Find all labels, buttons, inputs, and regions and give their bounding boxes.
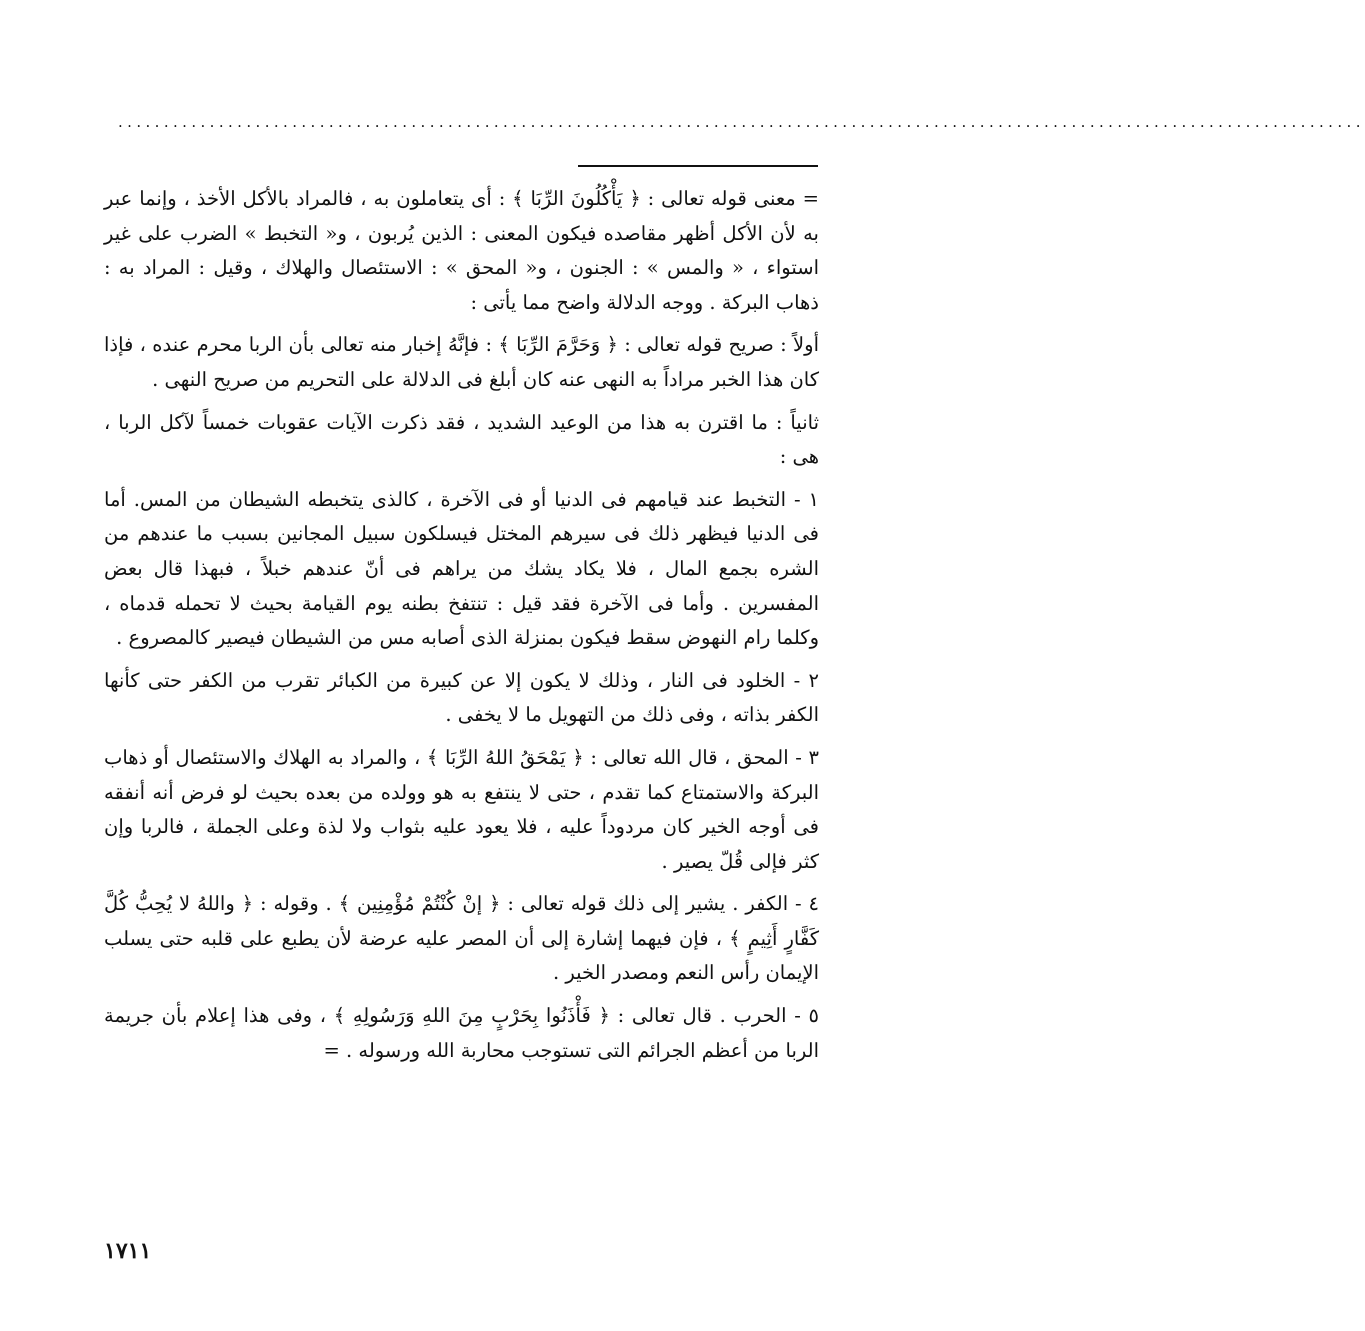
paragraph-definitions: = معنى قوله تعالى : ﴿ يَأْكُلُونَ الرِّبَا ﴾ : أى يتعاملون به ، فالمراد بالأكل الأخذ ، وإنما عبر به لأن الأكل أظهر مقاصده فيكون المعنى : الذين يُربون ، و« التخبط » الضرب على غير استواء ، « والمس » : الجنون ، و« المحق » : الاستئصال والهلاك ، وقيل : المراد به : ذهاب البركة . ووجه الدلالة واضح مما يأتى : (104, 187, 819, 314)
paragraph-item-4: ٤ - الكفر . يشير إلى ذلك قوله تعالى : ﴿ إنْ كُنْتُمْ مُؤْمِنِين ﴾ . وقوله : ﴿ واللهُ لا يُحِبُّ كُلَّ كَفَّارٍ أَثِيمٍ ﴾ ، فإن فيهما إشارة إلى أن المصر عليه عرضة لأن يطبع على قلبه حتى يسلب الإيمان رأس النعم ومصدر الخير . (104, 892, 819, 985)
page-number: ١٧١١ (104, 1238, 152, 1264)
paragraph-first-point: أولاً : صريح قوله تعالى : ﴿ وَحَرَّمَ الرِّبَا ﴾ : فإنَّهُ إخبار منه تعالى بأن الربا محرم عنده ، فإذا كان هذا الخبر مراداً به النهى عنه كان أبلغ فى الدلالة على التحريم من صريح النهى . (104, 333, 819, 391)
footnote-rule (578, 165, 818, 167)
footnote-body (104, 182, 819, 1076)
continuation-mark: = (323, 1038, 340, 1062)
paragraph-item-3: ٣ - المحق ، قال الله تعالى : ﴿ يَمْحَقُ اللهُ الرِّبَا ﴾ ، والمراد به الهلاك والاستئصال أو ذهاب البركة والاستمتاع كما تقدم ، حتى لا ينتفع به هو وولده من بعده بحيث لو فرض أنه أنفقه فى أوجه الخير كان مردوداً عليه ، فلا يعود عليه بثواب ولا لذة وعلى الجملة ، فالربا وإن كثر فإلى قُلّ يصير . (104, 745, 819, 873)
paragraph-item-2: ٢ - الخلود فى النار ، وذلك لا يكون إلا عن كبيرة من الكبائر تقرب من الكفر حتى كأنها الكفر بذاته ، وفى ذلك من التهويل ما لا يخفى . (104, 668, 819, 727)
paragraph-item-5-text: ٥ - الحرب . قال تعالى : ﴿ فَأْذَنُوا بِحَرْبٍ مِنَ اللهِ وَرَسُولِهِ ﴾ ، وفى هذا إعلام بأن جريمة الربا من أعظم الجرائم التى تستوجب محاربة الله ورسوله . (104, 1004, 819, 1062)
dot-leader-separator: ........................................................................................................................................ (118, 113, 1365, 131)
paragraph-item-1: ١ - التخبط عند قيامهم فى الدنيا أو فى الآخرة ، كالذى يتخبطه الشيطان من المس. أما فى الدنيا فيظهر ذلك فى سيرهم المختل فيسلكون سبيل المجانين بسبب ما عندهم من الشره بجمع المال ، فلا يكاد يشك من يراهم فى أنّ عندهم خبلاً ، فبهذا قال بعض المفسرين . وأما فى الآخرة فقد قيل : تنتفخ بطنه يوم القيامة بحيث لا تحمله قدماه ، وكلما رام النهوض سقط فيكون بمنزلة الذى أصابه مس من الشيطان فيصير كالمصروع . (104, 487, 819, 650)
paragraph-second-point: ثانياً : ما اقترن به هذا من الوعيد الشديد ، فقد ذكرت الآيات عقوبات خمساً لآكل الربا ، هى : (104, 410, 819, 469)
paragraph-item-5 (104, 999, 819, 1068)
